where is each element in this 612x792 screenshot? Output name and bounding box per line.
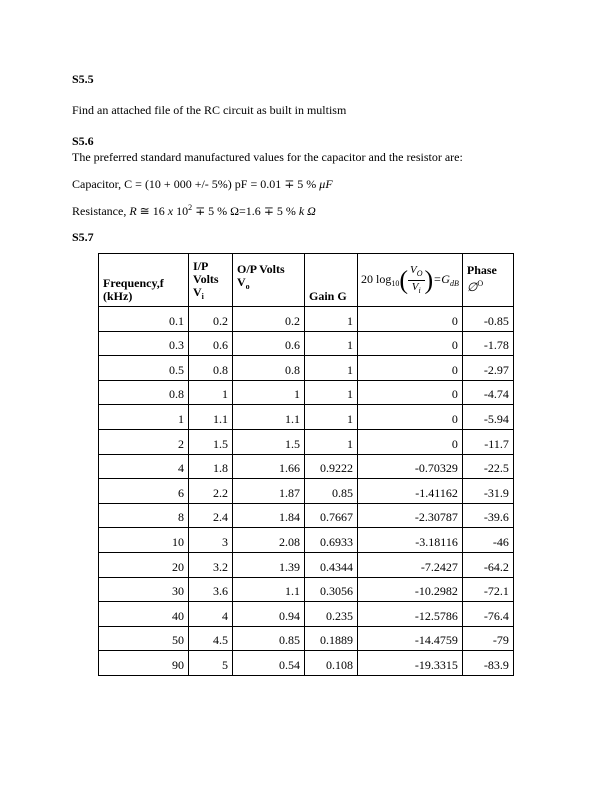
- resistance-times: x: [167, 204, 174, 218]
- frequency-cell: 20: [99, 552, 189, 577]
- phase-cell: -5.94: [462, 405, 513, 430]
- gain-db-cell: 0: [358, 380, 463, 405]
- table-row: [99, 429, 514, 454]
- gain-cell: 1: [305, 331, 358, 356]
- frequency-cell: 4: [99, 454, 189, 479]
- resistance-ten: 10: [176, 204, 189, 218]
- gain-db-cell: 0: [358, 331, 463, 356]
- output-volts-cell: 1.1: [233, 577, 305, 602]
- gain-cell: 0.9222: [305, 454, 358, 479]
- resistance-tolerance: ∓ 5 % Ω=1.6 ∓ 5 %: [195, 204, 296, 218]
- capacitor-tolerance: ∓ 5 %: [284, 177, 317, 191]
- input-volts-cell: 2.2: [189, 479, 233, 504]
- output-volts-cell: 0.2: [233, 307, 305, 332]
- header-gain-db: 20 $\log_{10}$( $\frac{V_O}{V_i}$ )$=G_{dB}$: [358, 254, 463, 307]
- resistance-label: Resistance,: [72, 204, 127, 218]
- gain-cell: 0.6933: [305, 528, 358, 553]
- gain-db-cell: -7.2427: [358, 552, 463, 577]
- table-row: [99, 380, 514, 405]
- s5-5-text: Find an attached file of the RC circuit as built in multism: [72, 103, 347, 117]
- frequency-cell: 0.3: [99, 331, 189, 356]
- input-volts-cell: 3: [189, 528, 233, 553]
- frequency-cell: 0.1: [99, 307, 189, 332]
- output-volts-cell: 2.08: [233, 528, 305, 553]
- input-volts-cell: 1.1: [189, 405, 233, 430]
- section-heading-s5-5: S5.5: [72, 72, 94, 86]
- input-volts-cell: 1.8: [189, 454, 233, 479]
- phase-cell: -46: [462, 528, 513, 553]
- frequency-cell: 10: [99, 528, 189, 553]
- output-volts-cell: 1: [233, 380, 305, 405]
- output-volts-cell: 1.66: [233, 454, 305, 479]
- frequency-cell: 40: [99, 602, 189, 627]
- table-row: [99, 626, 514, 651]
- input-volts-cell: 2.4: [189, 503, 233, 528]
- phase-cell: -39.6: [462, 503, 513, 528]
- section-heading-s5-7: S5.7: [72, 230, 94, 244]
- gain-db-cell: -12.5786: [358, 602, 463, 627]
- phase-cell: -72.1: [462, 577, 513, 602]
- gain-db-cell: -10.2982: [358, 577, 463, 602]
- gain-cell: 0.108: [305, 651, 358, 676]
- table-row: [99, 356, 514, 381]
- table-row: [99, 479, 514, 504]
- header-frequency: Frequency,f (kHz): [99, 254, 189, 307]
- gain-db-cell: -19.3315: [358, 651, 463, 676]
- table-row: [99, 331, 514, 356]
- resistance-unit: k Ω: [298, 204, 316, 218]
- output-volts-cell: 1.84: [233, 503, 305, 528]
- gain-db-cell: 0: [358, 429, 463, 454]
- frequency-cell: 0.5: [99, 356, 189, 381]
- gain-cell: 0.3056: [305, 577, 358, 602]
- resistance-symbol: R: [129, 204, 137, 218]
- phase-cell: -4.74: [462, 380, 513, 405]
- table-body: [99, 307, 514, 676]
- table-row: [99, 552, 514, 577]
- resistance-line: [72, 203, 316, 219]
- output-volts-cell: 1.1: [233, 405, 305, 430]
- gain-db-cell: -14.4759: [358, 626, 463, 651]
- frequency-cell: 90: [99, 651, 189, 676]
- input-volts-cell: 5: [189, 651, 233, 676]
- capacitor-unit: μF: [319, 177, 333, 191]
- gain-db-cell: -1.41162: [358, 479, 463, 504]
- phase-cell: -64.2: [462, 552, 513, 577]
- input-volts-cell: 4: [189, 602, 233, 627]
- gain-cell: 0.85: [305, 479, 358, 504]
- table-row: [99, 405, 514, 430]
- capacitor-text: Capacitor, C = (10 + 000 +/- 5%) pF = 0.01: [72, 177, 282, 191]
- output-volts-cell: 1.87: [233, 479, 305, 504]
- gain-cell: 0.4344: [305, 552, 358, 577]
- header-phase: Phase ∅$^O$: [462, 254, 513, 307]
- output-volts-cell: 0.6: [233, 331, 305, 356]
- phase-cell: -1.78: [462, 331, 513, 356]
- gain-db-cell: -2.30787: [358, 503, 463, 528]
- table-row: [99, 307, 514, 332]
- phase-cell: -2.97: [462, 356, 513, 381]
- gain-cell: 1: [305, 405, 358, 430]
- output-volts-cell: 0.94: [233, 602, 305, 627]
- table-row: [99, 577, 514, 602]
- gain-db-cell: 0: [358, 405, 463, 430]
- phase-cell: -83.9: [462, 651, 513, 676]
- gain-cell: 0.7667: [305, 503, 358, 528]
- gain-cell: 0.235: [305, 602, 358, 627]
- gain-cell: 1: [305, 380, 358, 405]
- gain-db-cell: 0: [358, 307, 463, 332]
- input-volts-cell: 4.5: [189, 626, 233, 651]
- input-volts-cell: 0.8: [189, 356, 233, 381]
- gain-cell: 1: [305, 307, 358, 332]
- table-header-row: [99, 254, 514, 307]
- gain-db-cell: -0.70329: [358, 454, 463, 479]
- gain-db-cell: -3.18116: [358, 528, 463, 553]
- resistance-approx: ≅ 16: [139, 204, 165, 218]
- input-volts-cell: 0.6: [189, 331, 233, 356]
- frequency-cell: 2: [99, 429, 189, 454]
- section-heading-s5-6: S5.6: [72, 134, 94, 148]
- table-row: [99, 528, 514, 553]
- table-row: [99, 503, 514, 528]
- output-volts-cell: 1.5: [233, 429, 305, 454]
- phase-cell: -31.9: [462, 479, 513, 504]
- phase-cell: -11.7: [462, 429, 513, 454]
- table-row: [99, 602, 514, 627]
- resistance-exponent: 2: [188, 203, 193, 212]
- output-volts-cell: 0.85: [233, 626, 305, 651]
- output-volts-cell: 0.54: [233, 651, 305, 676]
- frequency-cell: 50: [99, 626, 189, 651]
- phase-cell: -79: [462, 626, 513, 651]
- input-volts-cell: 1: [189, 380, 233, 405]
- gain-cell: 1: [305, 429, 358, 454]
- input-volts-cell: 3.6: [189, 577, 233, 602]
- frequency-response-table: [98, 253, 514, 676]
- s5-6-intro: The preferred standard manufactured values for the capacitor and the resistor are:: [72, 150, 463, 164]
- phase-cell: -76.4: [462, 602, 513, 627]
- frequency-cell: 1: [99, 405, 189, 430]
- table-row: [99, 651, 514, 676]
- phase-cell: -22.5: [462, 454, 513, 479]
- header-gain: Gain G: [305, 254, 358, 307]
- input-volts-cell: 1.5: [189, 429, 233, 454]
- header-output-volts: O/P Volts $V_o$: [233, 254, 305, 307]
- capacitor-line: [72, 177, 333, 192]
- header-input-volts: I/P Volts $V_i$: [189, 254, 233, 307]
- phase-cell: -0.85: [462, 307, 513, 332]
- gain-db-cell: 0: [358, 356, 463, 381]
- input-volts-cell: 0.2: [189, 307, 233, 332]
- table-row: [99, 454, 514, 479]
- frequency-cell: 6: [99, 479, 189, 504]
- gain-cell: 0.1889: [305, 626, 358, 651]
- frequency-cell: 8: [99, 503, 189, 528]
- output-volts-cell: 1.39: [233, 552, 305, 577]
- gain-cell: 1: [305, 356, 358, 381]
- input-volts-cell: 3.2: [189, 552, 233, 577]
- output-volts-cell: 0.8: [233, 356, 305, 381]
- frequency-cell: 30: [99, 577, 189, 602]
- frequency-cell: 0.8: [99, 380, 189, 405]
